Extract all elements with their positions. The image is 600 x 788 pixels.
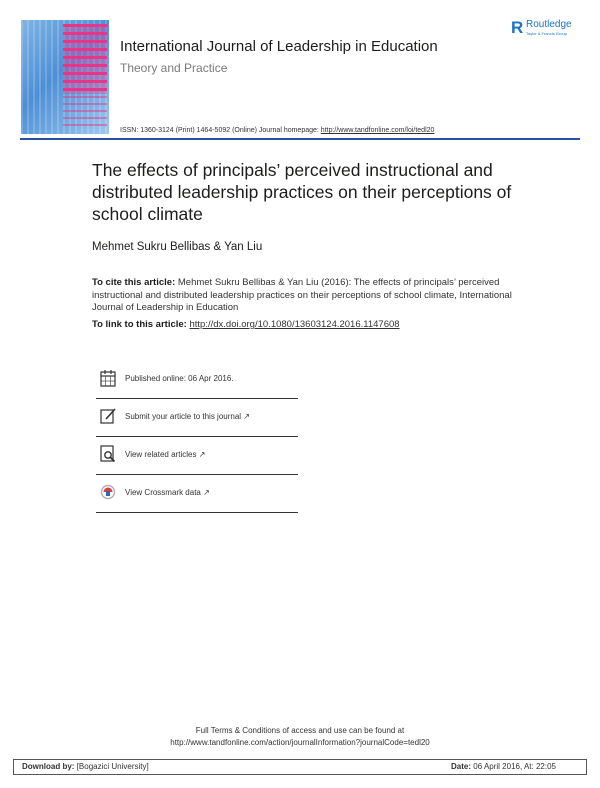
journal-cover-image [21, 20, 109, 134]
search-document-icon [100, 445, 116, 463]
download-info-box [13, 759, 587, 775]
download-value: [Bogazici University] [76, 762, 149, 771]
citation-block [92, 277, 532, 315]
edit-pencil-icon [100, 407, 116, 425]
date-label: Date: [451, 762, 472, 771]
crossmark-icon [100, 483, 116, 501]
issn-line [120, 127, 434, 134]
crossmark-link[interactable] [125, 488, 210, 497]
related-articles-label: View related articles [125, 450, 197, 459]
external-link-icon: ↗ [203, 488, 210, 497]
terms-notice [0, 725, 600, 749]
publisher-name: Routledge [526, 19, 572, 30]
download-date [451, 762, 556, 771]
article-title: The effects of principals’ perceived instructional and distributed leadership practices on their perceptions of school climate [92, 160, 512, 224]
crossmark-row[interactable] [96, 474, 298, 513]
publisher-logo [511, 17, 591, 41]
journal-subtitle: Theory and Practice [120, 61, 228, 75]
journal-title: International Journal of Leadership in Education [120, 38, 438, 55]
submit-article-label: Submit your article to this journal [125, 412, 242, 421]
crossmark-label: View Crossmark data [125, 488, 201, 497]
cover-stripes [63, 24, 107, 94]
related-articles-row[interactable] [96, 436, 298, 475]
date-value: 06 April 2016, At: 22:05 [473, 762, 556, 771]
terms-url-link[interactable]: http://www.tandfonline.com/action/journalInformation?journalCode=tedl20 [170, 738, 430, 747]
doi-link[interactable]: http://dx.doi.org/10.1080/13603124.2016.1147608 [189, 319, 400, 330]
header-rule [20, 138, 580, 140]
external-link-icon: ↗ [198, 450, 206, 459]
link-label: To link to this article: [92, 319, 187, 330]
publisher-tagline: Taylor & Francis Group [526, 31, 567, 36]
download-by [22, 762, 149, 771]
cite-text: Mehmet Sukru Bellibas & Yan Liu (2016): The effects of principals’ perceived instructional and distributed leadership practices on their perceptions of school climate, International Journal of Leadership in Education [92, 277, 512, 314]
submit-article-link[interactable] [125, 412, 250, 421]
terms-line: Full Terms & Conditions of access and use can be found at [195, 726, 405, 735]
published-date: Published online: 06 Apr 2016. [125, 374, 234, 383]
published-row [96, 360, 298, 399]
cite-label: To cite this article: [92, 277, 176, 288]
related-articles-link[interactable] [125, 450, 205, 459]
journal-homepage-link[interactable]: http://www.tandfonline.com/loi/tedl20 [320, 127, 435, 134]
issn-text: ISSN: 1360-3124 (Print) 1464-5092 (Online) Journal homepage: [120, 127, 319, 134]
routledge-r-icon: R [511, 18, 524, 37]
calendar-icon [100, 369, 116, 387]
submit-article-row[interactable] [96, 398, 298, 437]
download-label: Download by: [22, 762, 75, 771]
cover-stripes-lower [63, 96, 107, 130]
external-link-icon: ↗ [243, 412, 250, 421]
article-link-line [92, 319, 400, 330]
article-authors: Mehmet Sukru Bellibas & Yan Liu [92, 241, 263, 253]
